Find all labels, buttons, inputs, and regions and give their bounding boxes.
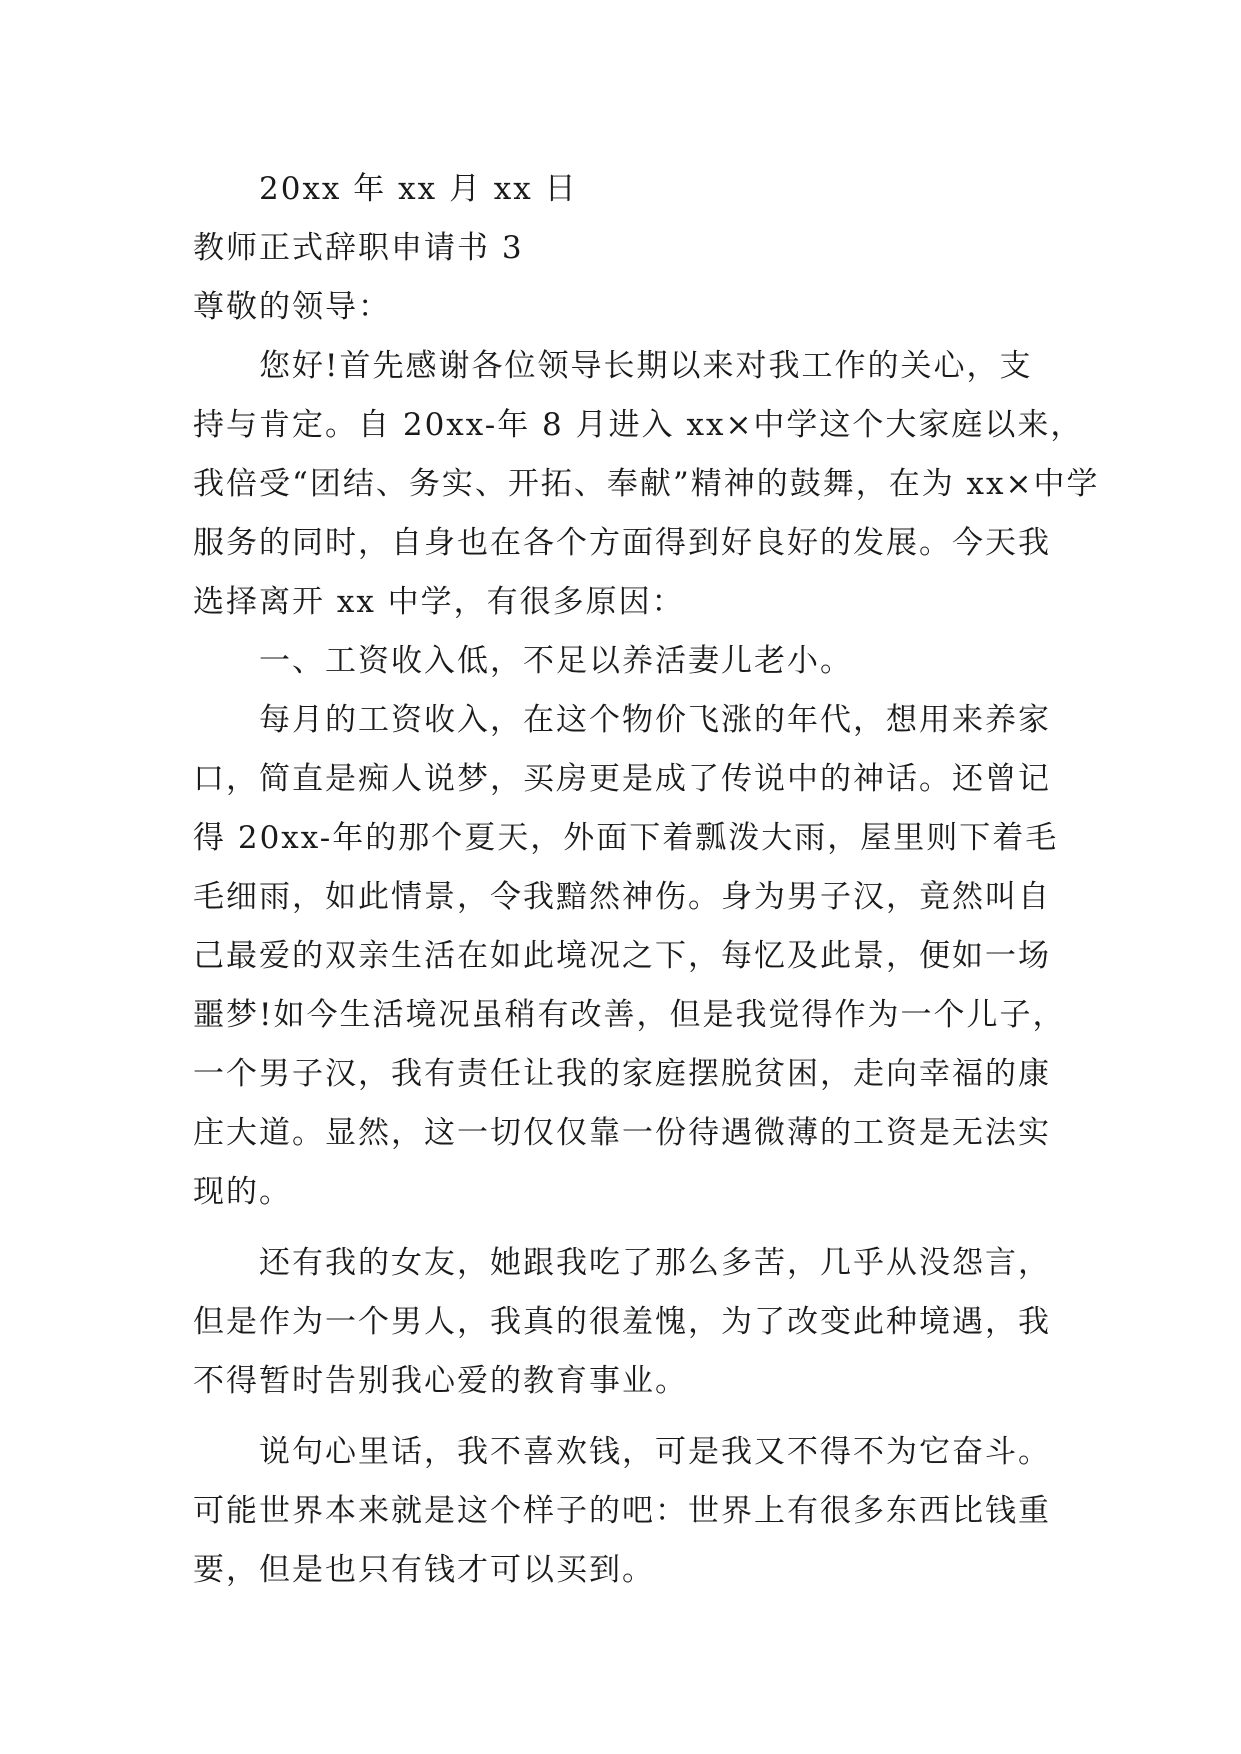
paragraph-line: 可能世界本来就是这个样子的吧：世界上有很多东西比钱重 (193, 1493, 1051, 1529)
paragraph-line: 现的。 (193, 1174, 292, 1210)
document-body (193, 160, 1100, 1600)
paragraph-line: 服务的同时，自身也在各个方面得到好良好的发展。今天我 (193, 525, 1051, 561)
paragraph-5 (193, 1423, 1073, 1600)
paragraph-3 (193, 691, 1073, 1222)
paragraph-line: 不得暂时告别我心爱的教育事业。 (193, 1363, 688, 1399)
paragraph-line: 己最爱的双亲生活在如此境况之下，每忆及此景，便如一场 (193, 938, 1051, 974)
paragraph-line: 一个男子汉，我有责任让我的家庭摆脱贫困，走向幸福的康 (193, 1056, 1051, 1092)
paragraph-line: 毛细雨，如此情景，令我黯然神伤。身为男子汉，竟然叫自 (193, 879, 1051, 915)
paragraph-line: 我倍受“团结、务实、开拓、奉献”精神的鼓舞，在为 xx×中学 (193, 466, 1100, 502)
paragraph-4 (193, 1234, 1073, 1411)
paragraph-2 (193, 632, 1073, 691)
paragraph-line: 庄大道。显然，这一切仅仅靠一份待遇微薄的工资是无法实 (193, 1115, 1051, 1151)
salutation: 尊敬的领导： (193, 289, 391, 325)
paragraph-gap (193, 1411, 1073, 1423)
paragraph-line: 选择离开 xx 中学，有很多原因： (193, 584, 685, 620)
paragraph-line: 口，简直是痴人说梦，买房更是成了传说中的神话。还曾记 (193, 761, 1051, 797)
paragraph-line: 但是作为一个男人，我真的很羞愧，为了改变此种境遇，我 (193, 1304, 1051, 1340)
paragraph-gap (193, 1222, 1073, 1234)
paragraph-line: 还有我的女友，她跟我吃了那么多苦，几乎从没怨言， (259, 1245, 1051, 1281)
paragraph-line: 持与肯定。自 20xx-年 8 月进入 xx×中学这个大家庭以来， (193, 407, 1084, 443)
paragraph-line: 一、工资收入低，不足以养活妻儿老小。 (259, 643, 853, 679)
paragraph-line: 噩梦!如今生活境况虽稍有改善，但是我觉得作为一个儿子， (193, 997, 1066, 1033)
paragraph-line: 说句心里话，我不喜欢钱，可是我又不得不为它奋斗。 (259, 1434, 1051, 1470)
paragraph-1 (193, 337, 1100, 632)
paragraph-line: 得 20xx-年的那个夏天，外面下着瓢泼大雨，屋里则下着毛 (193, 820, 1059, 856)
paragraph-line: 每月的工资收入，在这个物价飞涨的年代，想用来养家 (259, 702, 1051, 738)
document-title: 教师正式辞职申请书 3 (193, 230, 524, 266)
paragraph-line: 您好!首先感谢各位领导长期以来对我工作的关心，支 (259, 348, 1033, 384)
paragraph-line: 要，但是也只有钱才可以买到。 (193, 1552, 655, 1588)
date-line: 20xx 年 xx 月 xx 日 (259, 171, 578, 207)
